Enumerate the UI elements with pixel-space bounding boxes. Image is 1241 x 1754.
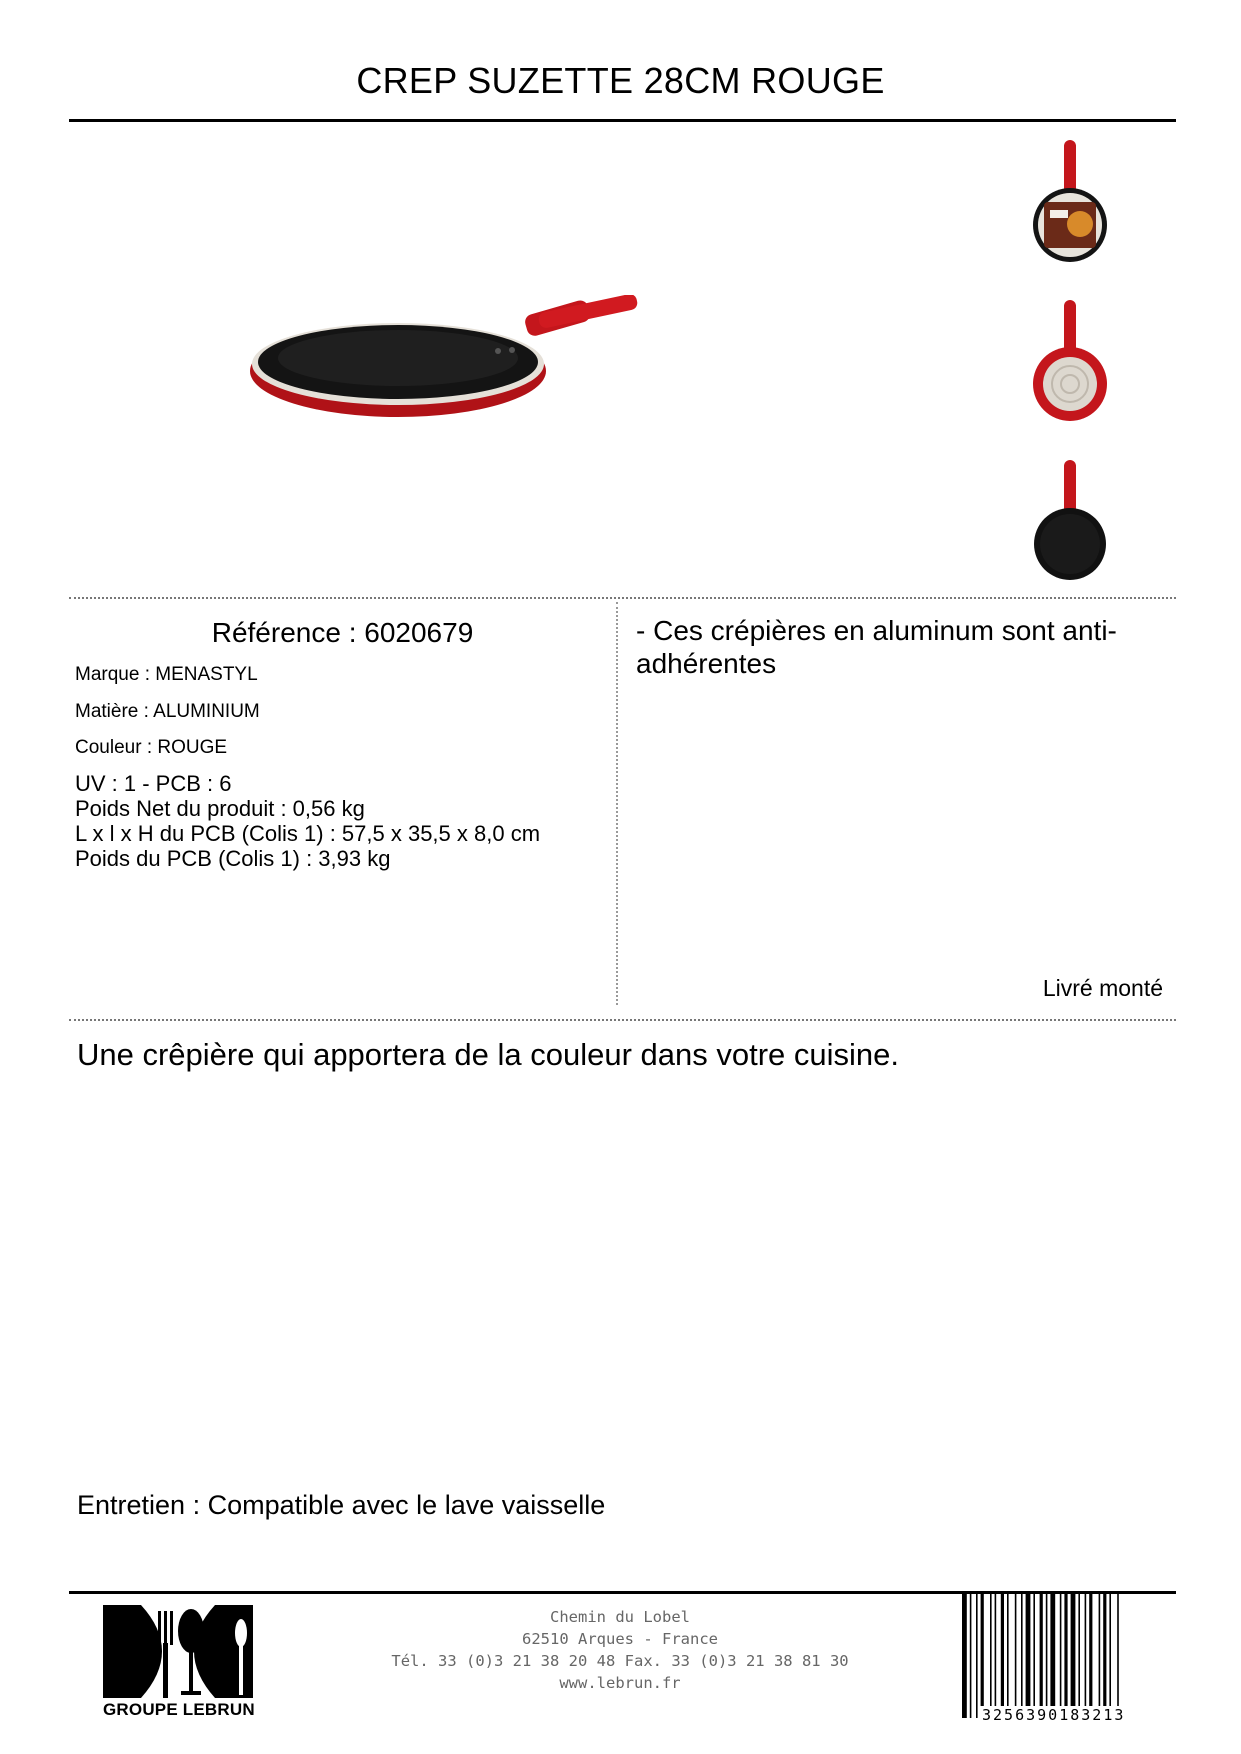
footer-address [380, 1606, 860, 1694]
brand-line: Marque : MENASTYL [75, 664, 258, 685]
barcode-bar [981, 1594, 984, 1718]
color-line: Couleur : ROUGE [75, 737, 228, 758]
pcb-dimensions-line: L x l x H du PCB (Colis 1) : 57,5 x 35,5 x 8,0 cm [75, 821, 541, 846]
website-link[interactable]: www.lebrun.fr [559, 1674, 681, 1692]
barcode-bar [1060, 1594, 1062, 1718]
thumbnail-pan-top[interactable] [1020, 460, 1120, 585]
assembly-note: Livré monté [1042, 975, 1163, 1001]
barcode-bar [962, 1594, 967, 1718]
barcode-bar [1099, 1594, 1101, 1718]
product-description: - Ces crépières en aluminum sont anti-adhérentes [636, 615, 1117, 679]
groupe-lebrun-logo [103, 1603, 253, 1700]
barcode-bar [1089, 1594, 1092, 1718]
barcode-bar [1103, 1594, 1106, 1718]
barcode-bar [1050, 1594, 1055, 1718]
barcode [962, 1594, 1162, 1718]
title-rule [69, 119, 1176, 122]
section-divider-bottom [69, 1019, 1176, 1021]
barcode-bar [1040, 1594, 1043, 1718]
main-product-image [250, 295, 660, 430]
barcode-bar [970, 1594, 972, 1718]
barcode-bar [1071, 1594, 1076, 1718]
barcode-bar [995, 1594, 997, 1718]
address-street: Chemin du Lobel [550, 1608, 690, 1626]
barcode-bar [1033, 1594, 1035, 1718]
pcb-weight-line: Poids du PCB (Colis 1) : 3,93 kg [75, 846, 391, 871]
product-slogan: Une crêpière qui apportera de la couleur dans votre cuisine. [77, 1037, 899, 1072]
barcode-bar [1046, 1594, 1048, 1718]
barcode-bar [1015, 1594, 1017, 1718]
column-divider [616, 602, 618, 1005]
reference-heading: Référence : 6020679 [211, 617, 474, 648]
contact-phone: Tél. 33 (0)3 21 38 20 48 Fax. 33 (0)3 21 38 81 30 [391, 1652, 849, 1670]
material-line: Matière : ALUMINIUM [75, 701, 260, 722]
barcode-bar [1064, 1594, 1067, 1718]
barcode-number: 3256390183213 [982, 1706, 1126, 1724]
care-instructions: Entretien : Compatible avec le lave vaisselle [77, 1490, 606, 1520]
barcode-bar [1109, 1594, 1111, 1718]
barcode-bar [976, 1594, 978, 1718]
barcode-bar [1085, 1594, 1087, 1718]
section-divider-top [69, 597, 1176, 599]
barcode-bar [1078, 1594, 1080, 1718]
barcode-bar [1117, 1594, 1119, 1718]
address-city: 62510 Arques - France [522, 1630, 718, 1648]
thumbnail-pan-bottom[interactable] [1020, 300, 1120, 425]
company-name: GROUPE LEBRUN [103, 1700, 255, 1719]
barcode-bar [990, 1594, 992, 1718]
barcode-bar [1007, 1594, 1009, 1718]
thumbnail-pan-packaged[interactable] [1020, 140, 1120, 265]
net-weight-line: Poids Net du produit : 0,56 kg [75, 796, 365, 821]
uv-pcb-line: UV : 1 - PCB : 6 [75, 771, 232, 796]
barcode-bar [1001, 1594, 1004, 1718]
barcode-bar [1026, 1594, 1031, 1718]
page-title: CREP SUZETTE 28CM ROUGE [356, 60, 885, 101]
barcode-bar [1021, 1594, 1023, 1718]
